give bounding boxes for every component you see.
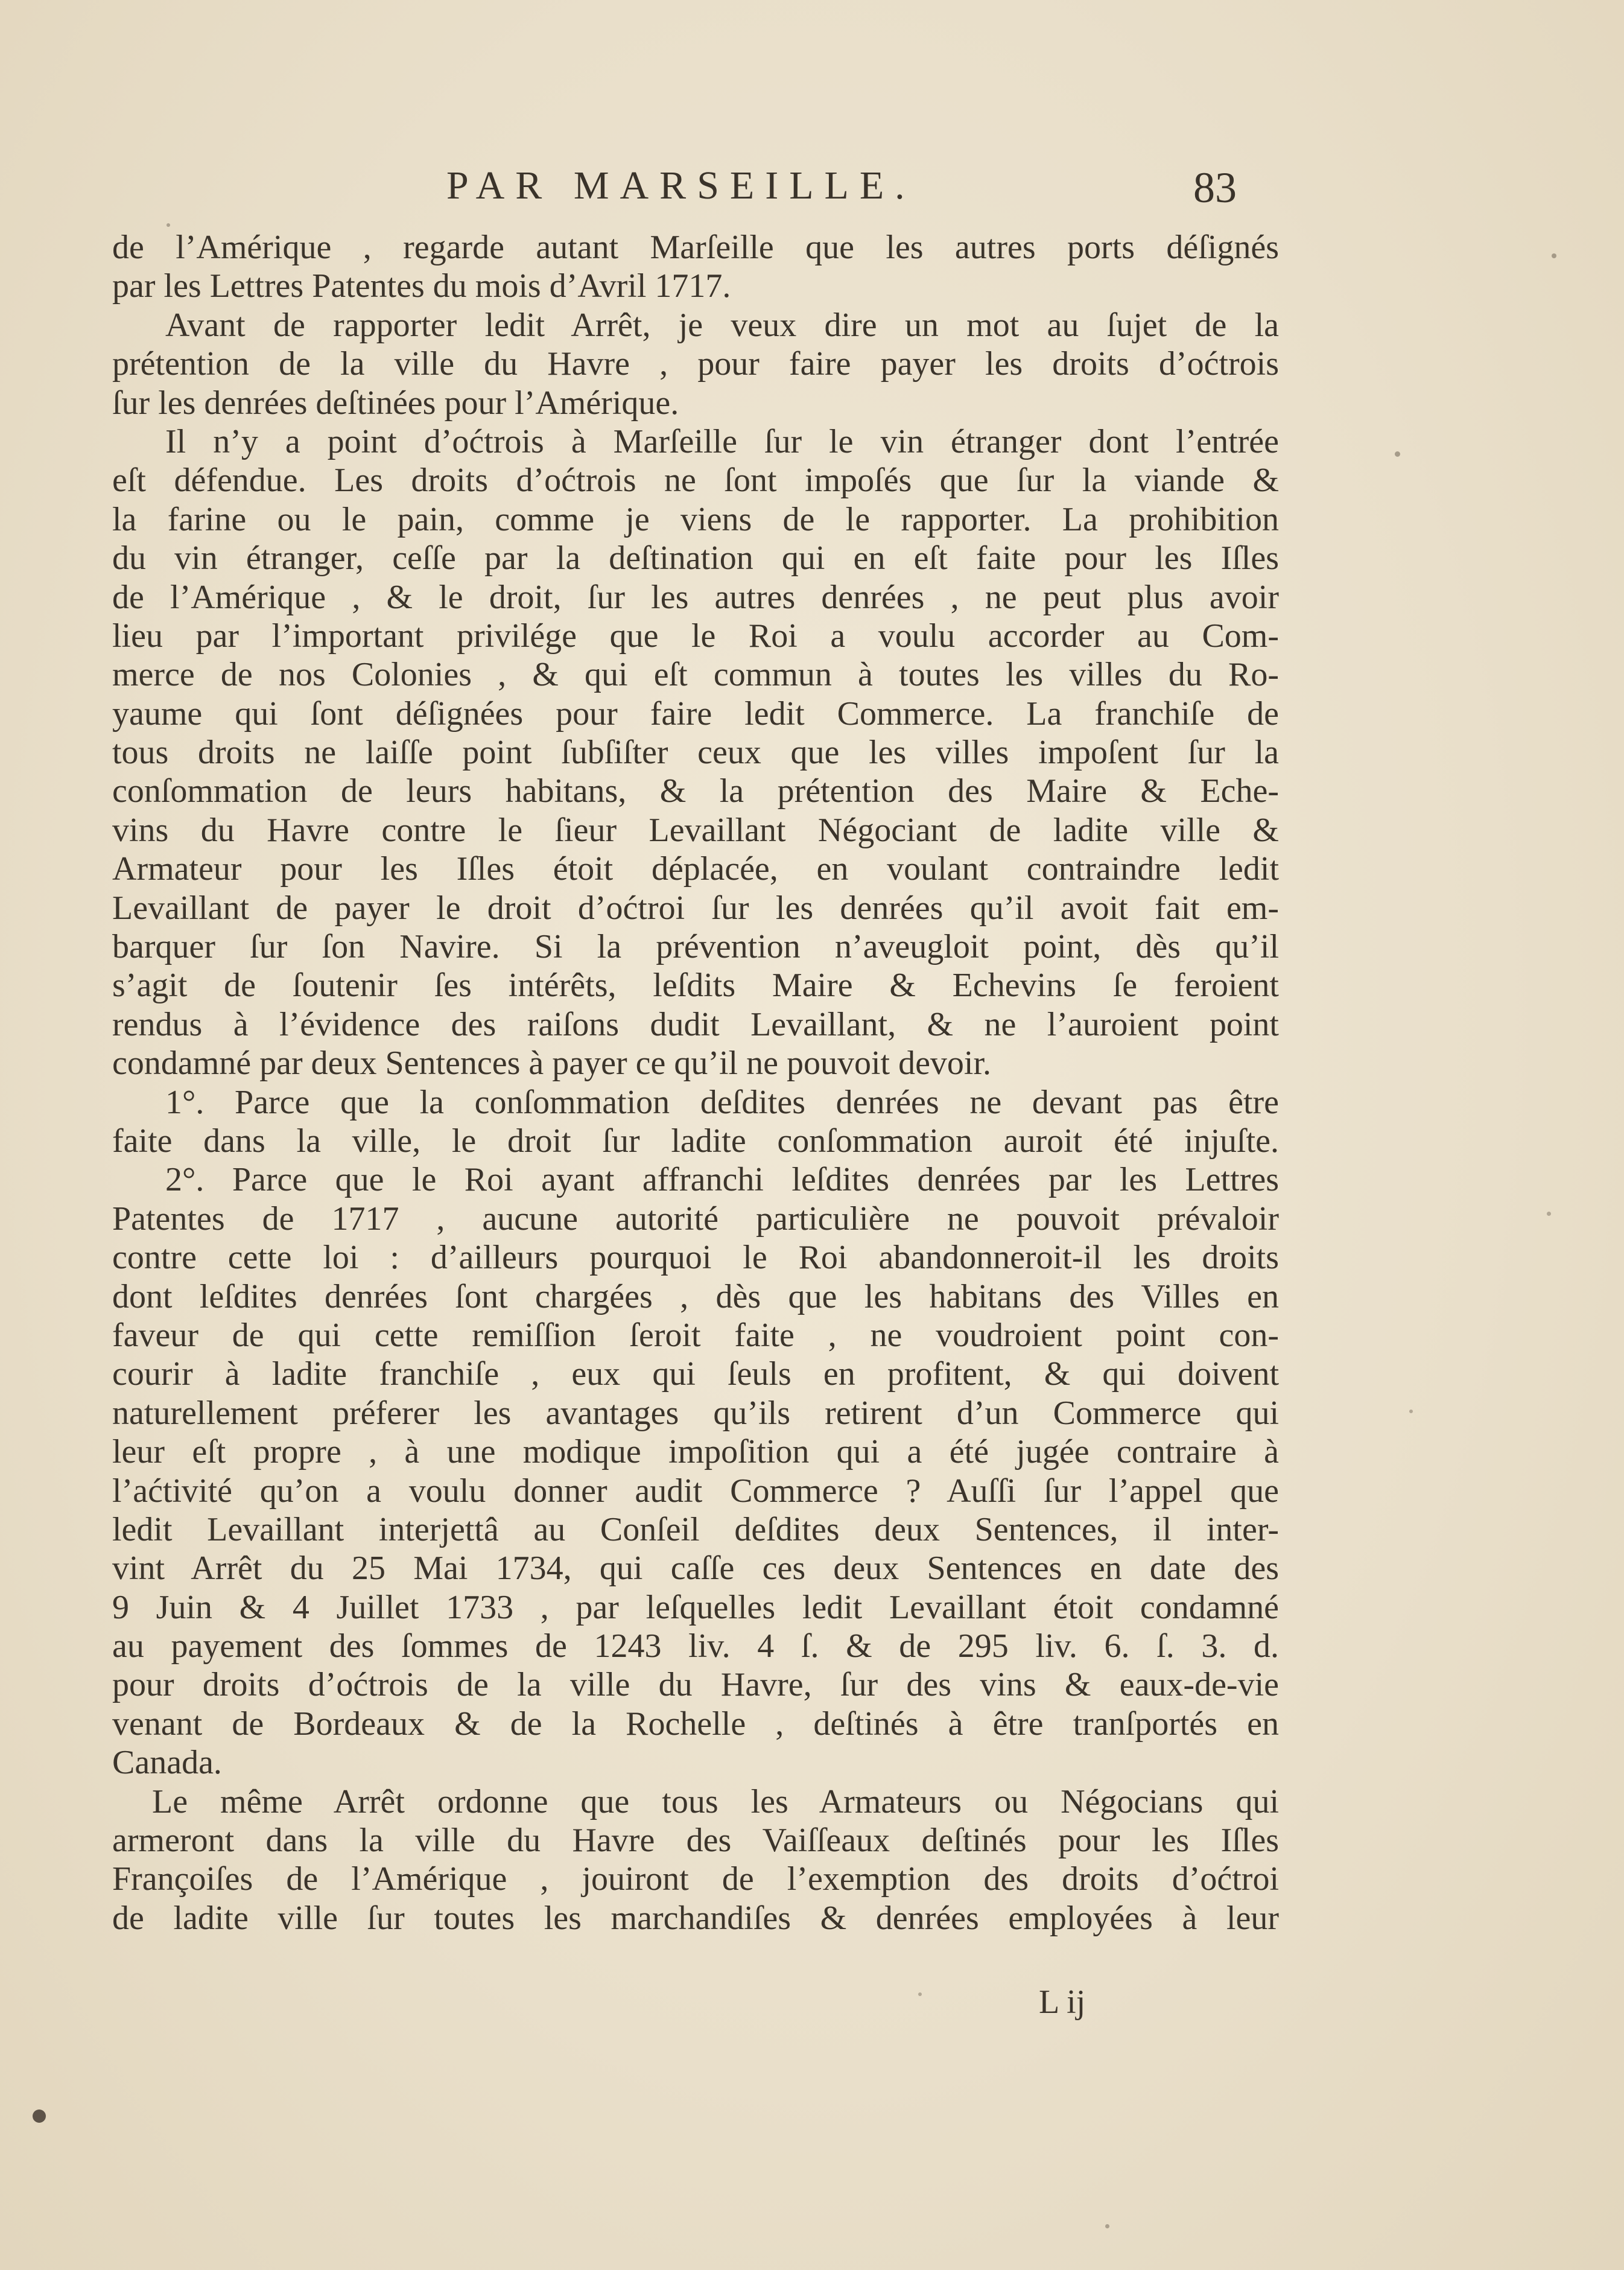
text-line: 2°. Parce que le Roi ayant affranchi leſdites denrées par les Lettres — [165, 1161, 1279, 1199]
text-line: s’agit de ſoutenir ſes intérêts, leſdits Maire & Echevins ſe feroient — [112, 967, 1279, 1005]
text-line: rendus à l’évidence des raiſons dudit Levaillant, & ne l’auroient point — [112, 1005, 1279, 1043]
text-line: par les Lettres Patentes du mois d’Avril 1717. — [112, 267, 731, 305]
text-line: du vin étranger, ceſſe par la deſtination qui en eſt faite pour les Iſles — [112, 539, 1279, 577]
paper-speck — [1552, 253, 1556, 258]
paper-speck — [167, 223, 170, 227]
text-line: barquer ſur ſon Navire. Si la prévention n’aveugloit point, dès qu’il — [112, 928, 1279, 966]
text-line: contre cette loi : d’ailleurs pourquoi le Roi abandonneroit-il les droits — [112, 1239, 1279, 1277]
text-line: faveur de qui cette remiſſion ſeroit faite , ne voudroient point con- — [112, 1316, 1279, 1354]
text-line: lieu par l’important privilége que le Roi a voulu accorder au Com- — [112, 617, 1279, 655]
text-line: prétention de la ville du Havre , pour faire payer les droits d’oćtrois — [112, 345, 1279, 383]
paper-speck — [1395, 451, 1400, 457]
paper-speck — [1547, 1212, 1551, 1216]
text-line: l’aćtivité qu’on a voulu donner audit Commerce ? Auſſi ſur l’appel que — [112, 1472, 1279, 1510]
text-line: courir à ladite franchiſe , eux qui ſeuls en profitent, & qui doivent — [112, 1355, 1279, 1393]
signature-mark: L ij — [1039, 1983, 1086, 2021]
text-line: de ladite ville ſur toutes les marchandiſes & denrées employées à leur — [112, 1899, 1279, 1937]
text-line: ſur les denrées deſtinées pour l’Amérique. — [112, 384, 679, 422]
text-line: tous droits ne laiſſe point ſubſiſter ceux que les villes impoſent ſur la — [112, 734, 1279, 772]
text-line: Canada. — [112, 1744, 222, 1782]
text-line: Avant de rapporter ledit Arrêt, je veux dire un mot au ſujet de la — [165, 306, 1279, 344]
text-line: venant de Bordeaux & de la Rochelle , deſtinés à être tranſportés en — [112, 1705, 1279, 1743]
text-line: dont leſdites denrées ſont chargées , dès que les habitans des Villes en — [112, 1277, 1279, 1315]
paper-speck — [1105, 2224, 1109, 2228]
text-line: condamné par deux Sentences à payer ce qu’il ne pouvoit devoir. — [112, 1044, 992, 1083]
text-line: Il n’y a point d’oćtrois à Marſeille ſur le vin étranger dont l’entrée — [165, 422, 1279, 460]
text-line: leur eſt propre , à une modique impoſition qui a été jugée contraire à — [112, 1433, 1279, 1471]
text-line: yaume qui ſont déſignées pour faire ledit Commerce. La franchiſe de — [112, 695, 1279, 733]
text-line: au payement des ſommes de 1243 liv. 4 ſ. & de 295 liv. 6. ſ. 3. d. — [112, 1627, 1279, 1665]
text-line: Armateur pour les Iſles étoit déplacée, en voulant contraindre ledit — [112, 850, 1279, 888]
text-line: pour droits d’oćtrois de la ville du Havre, ſur des vins & eaux-de-vie — [112, 1666, 1279, 1704]
text-line: Levaillant de payer le droit d’oćtroi ſur les denrées qu’il avoit fait em- — [112, 889, 1279, 927]
text-line: naturellement préferer les avantages qu’ils retirent d’un Commerce qui — [112, 1394, 1279, 1432]
paper-speck — [1409, 1410, 1413, 1413]
text-line: de l’Amérique , regarde autant Marſeille que les autres ports déſignés — [112, 229, 1279, 266]
text-line: Françoiſes de l’Amérique , jouiront de l’exemption des droits d’oćtroi — [112, 1860, 1279, 1898]
page-header — [0, 163, 1624, 211]
text-line: conſommation de leurs habitans, & la prétention des Maire & Eche- — [112, 772, 1279, 810]
text-line: merce de nos Colonies , & qui eſt commun à toutes les villes du Ro- — [112, 656, 1279, 694]
text-line: la farine ou le pain, comme je viens de le rapporter. La prohibition — [112, 500, 1279, 538]
text-line: eſt défendue. Les droits d’oćtrois ne ſont impoſés que ſur la viande & — [112, 462, 1279, 500]
text-line: 1°. Parce que la conſommation deſdites denrées ne devant pas être — [165, 1083, 1279, 1121]
text-line: 9 Juin & 4 Juillet 1733 , par leſquelles ledit Levaillant étoit condamné — [112, 1588, 1279, 1626]
text-line: vint Arrêt du 25 Mai 1734, qui caſſe ces deux Sentences en date des — [112, 1550, 1279, 1588]
page-number: 83 — [1193, 164, 1237, 212]
text-line: Patentes de 1717 , aucune autorité particulière ne pouvoit prévaloir — [112, 1200, 1279, 1238]
text-line: ledit Levaillant interjettâ au Conſeil deſdites deux Sentences, il inter- — [112, 1510, 1279, 1548]
body-text — [112, 228, 1279, 1938]
running-head: PAR MARSEILLE. — [446, 164, 916, 208]
text-line: vins du Havre contre le ſieur Levaillant Négociant de ladite ville & — [112, 811, 1279, 849]
paper-speck — [918, 1992, 922, 1996]
paper-speck — [33, 2109, 46, 2123]
text-line: faite dans la ville, le droit ſur ladite conſommation auroit été injuſte. — [112, 1122, 1279, 1160]
text-line: armeront dans la ville du Havre des Vaiſſeaux deſtinés pour les Iſles — [112, 1822, 1279, 1860]
text-line: de l’Amérique , & le droit, ſur les autres denrées , ne peut plus avoir — [112, 578, 1279, 616]
text-line: Le même Arrêt ordonne que tous les Armateurs ou Négocians qui — [152, 1782, 1279, 1820]
